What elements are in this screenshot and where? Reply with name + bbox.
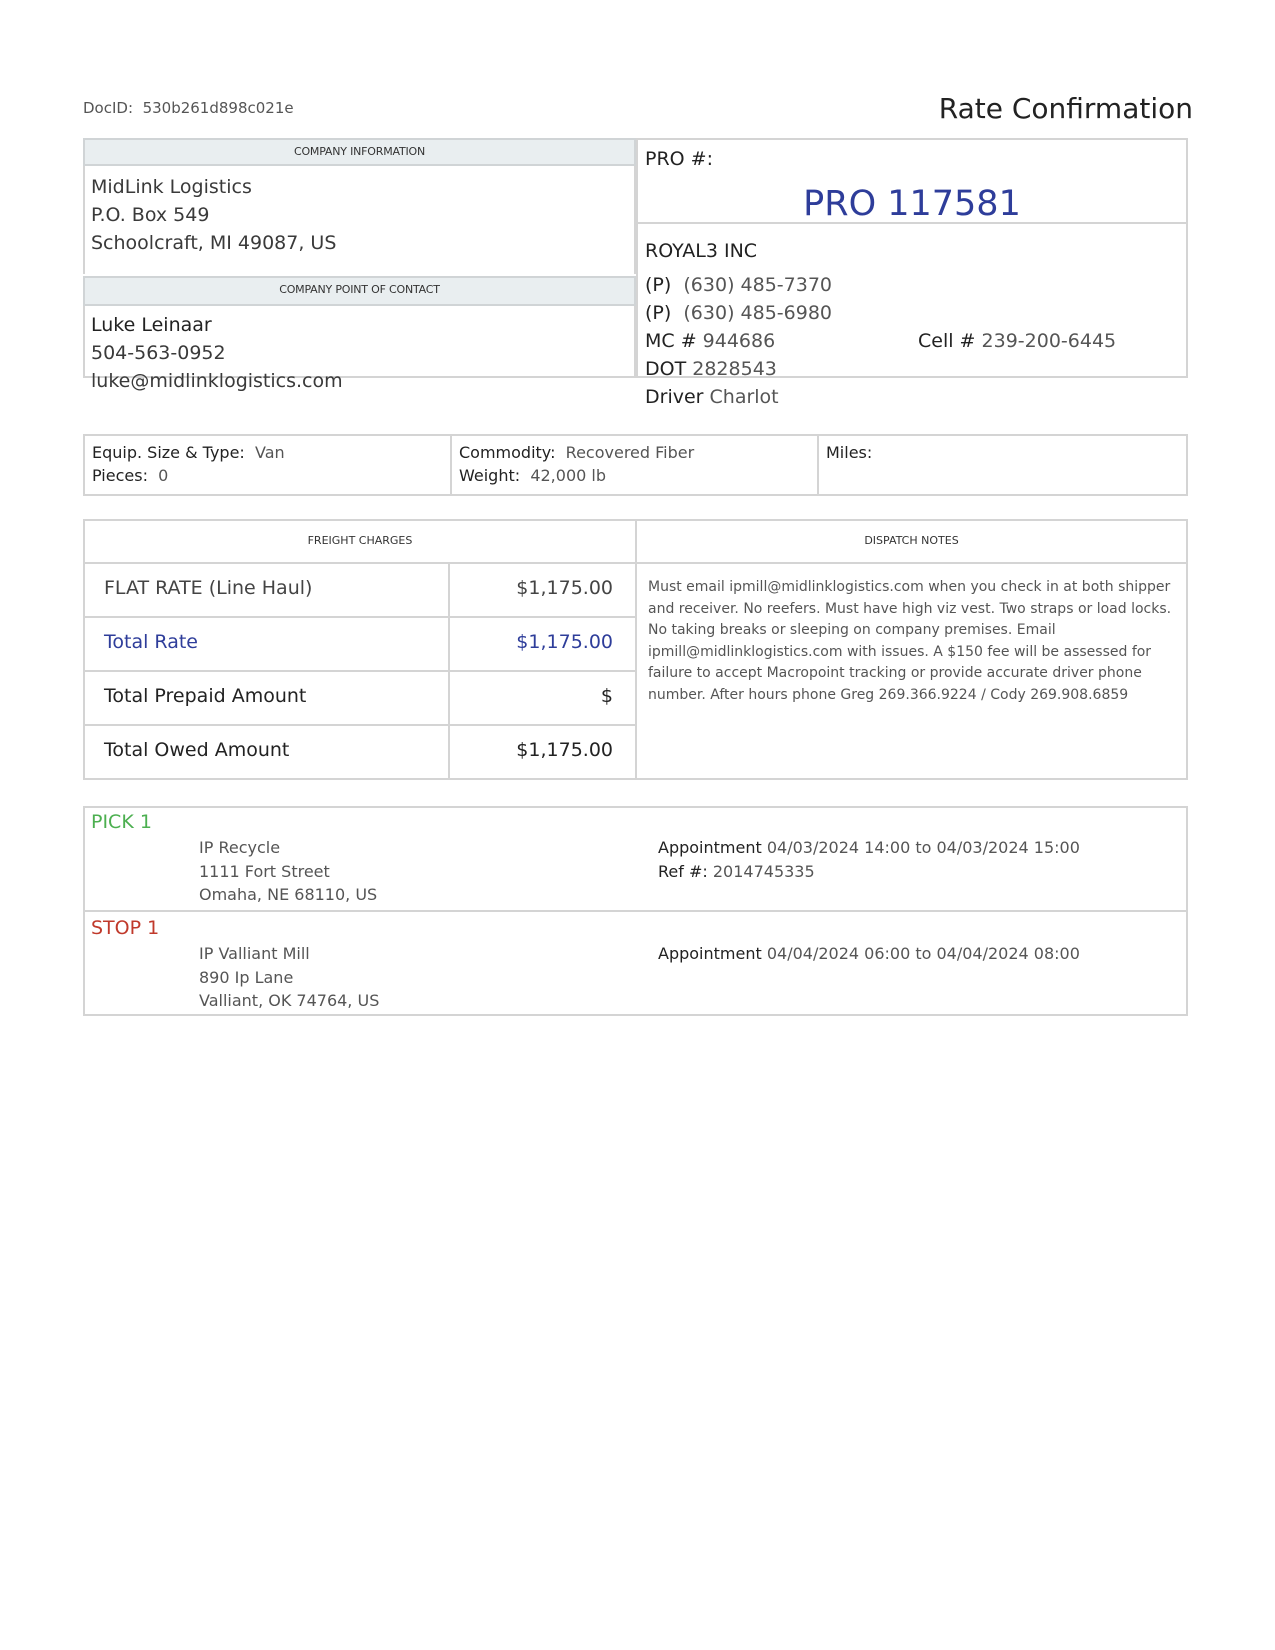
charge-amount: $1,175.00	[516, 577, 613, 599]
notes-line: Must email ipmill@midlinklogistics.com when you check in at both shipper	[648, 579, 1171, 595]
equip-label: Equip. Size & Type:	[92, 443, 245, 462]
notes-line: ipmill@midlinklogistics.com with issues. A $150 fee will be assessed for	[648, 643, 1152, 660]
pick-1-address1: 1111 Fort Street	[199, 861, 330, 881]
carrier-cell	[918, 330, 1116, 352]
freight-charges-header: FREIGHT CHARGES	[307, 534, 413, 547]
company-info-header: COMPANY INFORMATION	[83, 138, 636, 166]
total-rate-amount: $1,175.00	[516, 631, 613, 653]
pick-1-name: IP Recycle	[199, 838, 281, 857]
pieces-value: 0	[158, 466, 169, 485]
docid-value: 530b261d898c021e	[142, 99, 294, 117]
carrier-mc	[645, 330, 775, 352]
driver-label: Driver	[645, 386, 704, 408]
stop-1-address	[199, 942, 379, 1013]
miles-cell	[817, 434, 1188, 496]
weight-value: 42,000 lb	[530, 466, 606, 485]
equip-value: Van	[254, 443, 285, 462]
carrier-phone-label: (P)	[645, 274, 672, 296]
page-title: Rate Confirmation	[938, 92, 1193, 125]
pieces-line	[92, 466, 168, 485]
notes-line: and receiver. No reefers. Must have high viz vest. Two straps or load locks.	[648, 600, 1172, 617]
appointment-value: 04/03/2024 14:00 to 04/03/2024 15:00	[766, 838, 1080, 857]
pick-1-appointment	[658, 836, 1080, 883]
pick-1-address2: Omaha, NE 68110, US	[199, 885, 378, 904]
carrier-dot	[645, 358, 777, 380]
total-owed-label: Total Owed Amount	[104, 739, 290, 761]
total-prepaid-amount: $	[600, 685, 613, 707]
cell-label: Cell #	[918, 330, 976, 352]
pieces-label: Pieces:	[92, 466, 148, 485]
pick-1-address	[199, 836, 377, 907]
stop-1-name: IP Valliant Mill	[199, 944, 310, 963]
docid	[83, 99, 294, 117]
weight-line	[459, 466, 606, 485]
weight-label: Weight:	[459, 466, 521, 485]
mc-value: 944686	[702, 330, 776, 352]
appointment-value: 04/04/2024 06:00 to 04/04/2024 08:00	[766, 944, 1080, 963]
appointment-label: Appointment	[658, 838, 762, 857]
notes-line: failure to accept Macropoint tracking or provide accurate driver phone	[648, 665, 1142, 681]
docid-label: DocID:	[83, 99, 134, 117]
appointment-label: Appointment	[658, 944, 762, 963]
total-rate-label: Total Rate	[104, 631, 198, 653]
driver-value: Charlot	[709, 386, 779, 408]
contact-name: Luke Leinaar	[91, 314, 212, 336]
carrier-phone2-value: (630) 485-6980	[683, 302, 832, 324]
charge-label: FLAT RATE (Line Haul)	[104, 577, 313, 599]
carrier-phone-label: (P)	[645, 302, 672, 324]
mc-label: MC #	[645, 330, 697, 352]
dispatch-notes-text	[648, 577, 1171, 706]
cell-value: 239-200-6445	[981, 330, 1117, 352]
total-prepaid-label: Total Prepaid Amount	[104, 685, 307, 707]
company-name: MidLink Logistics	[91, 176, 252, 198]
stop-1-appointment	[658, 942, 1080, 966]
company-address1: P.O. Box 549	[91, 204, 210, 226]
ref-value: 2014745335	[712, 861, 815, 881]
stop-1-title: STOP 1	[91, 917, 160, 939]
carrier-driver	[645, 386, 779, 408]
carrier-phone2	[645, 302, 832, 324]
notes-line: number. After hours phone Greg 269.366.9224 / Cody 269.908.6859	[648, 686, 1129, 703]
total-owed-amount: $1,175.00	[516, 739, 613, 761]
commodity-value: Recovered Fiber	[565, 443, 695, 462]
stop-1-address2: Valliant, OK 74764, US	[199, 991, 380, 1010]
dot-value: 2828543	[692, 358, 777, 380]
dispatch-notes-header: DISPATCH NOTES	[864, 534, 959, 547]
commodity-label: Commodity:	[459, 443, 556, 462]
ref-label: Ref #:	[658, 861, 708, 881]
company-address2: Schoolcraft, MI 49087, US	[91, 232, 337, 254]
contact-email: luke@midlinklogistics.com	[91, 370, 343, 392]
commodity-line	[459, 443, 694, 462]
stop-1-address1: 890 Ip Lane	[199, 967, 294, 987]
notes-line: No taking breaks or sleeping on company premises. Email	[648, 622, 1056, 638]
pick-1-title: PICK 1	[91, 811, 152, 833]
pro-label: PRO #:	[645, 148, 713, 170]
equip-line	[92, 443, 285, 462]
carrier-phone1	[645, 274, 832, 296]
carrier-name: ROYAL3 INC	[645, 240, 758, 262]
dot-label: DOT	[645, 358, 687, 380]
miles-label: Miles:	[826, 443, 873, 462]
contact-header: COMPANY POINT OF CONTACT	[83, 276, 636, 306]
contact-phone: 504-563-0952	[91, 342, 226, 364]
pro-number: PRO 117581	[803, 184, 1021, 224]
carrier-phone1-value: (630) 485-7370	[683, 274, 832, 296]
